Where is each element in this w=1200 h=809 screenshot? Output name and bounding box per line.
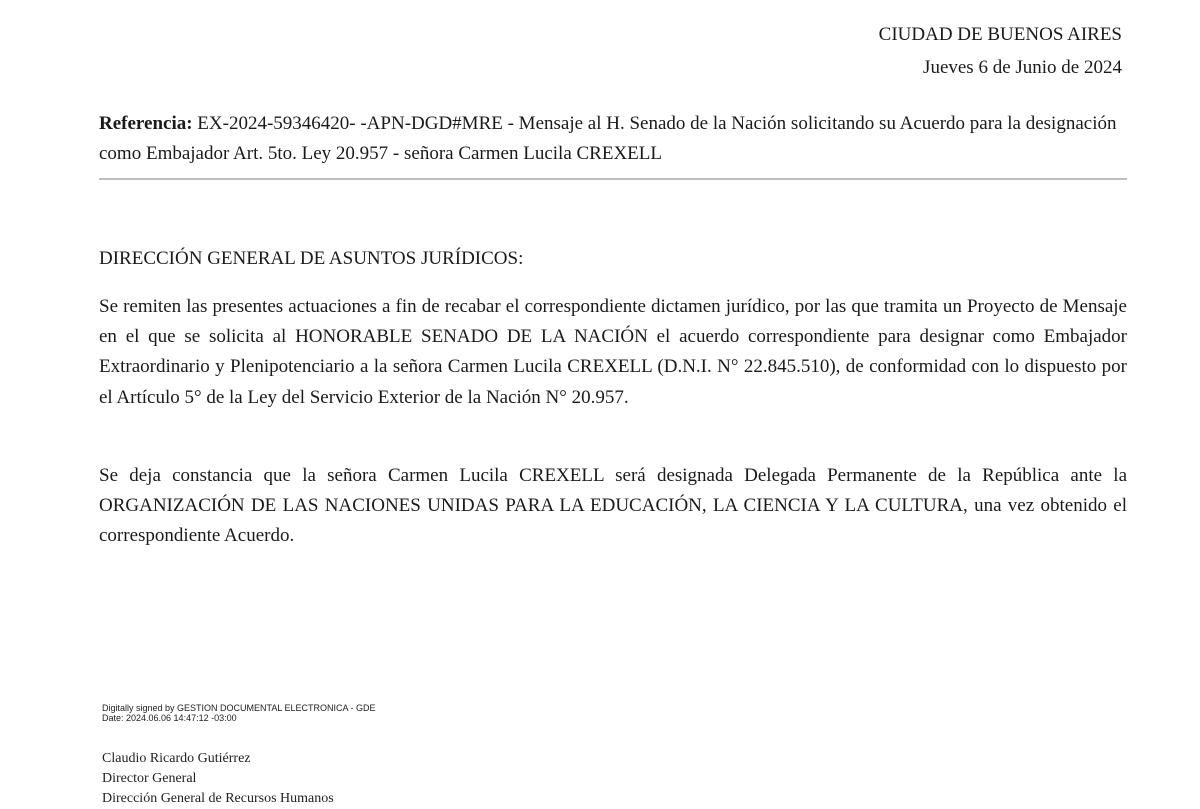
reference-block [99,109,1127,169]
reference-label: Referencia: [99,113,193,134]
signer-title: Director General [102,771,197,786]
signer-name: Claudio Ricardo Gutiérrez [102,751,251,766]
signature-date: Date: 2024.06.06 14:47:12 -03:00 [102,713,237,723]
body-paragraph-1: Se remiten las presentes actuaciones a fin de recabar el correspondiente dictamen jurídico, por las que tramita un Proyecto de Mensaje en el que se solicita al HONORABLE SENADO DE LA NACIÓN el acuerdo correspondiente para designar como Embajador Extraordinario y Plenipotenciario a la señora Carmen Lucila CREXELL (D.N.I. N° 22.845.510), de conformidad con lo dispuesto por el Artículo 5° de la Ley del Servicio Exterior de la Nación N° 20.957. [99,296,1127,408]
digital-signature-stamp [102,703,376,723]
signature-signed-by: Digitally signed by GESTION DOCUMENTAL ELECTRONICA - GDE [102,703,376,713]
signer-block [102,749,334,809]
document-header [879,18,1122,84]
signer-office: Dirección General de Recursos Humanos [102,791,334,806]
body-paragraph-2: Se deja constancia que la señora Carmen Lucila CREXELL será designada Delegada Permanente de la República ante la ORGANIZACIÓN DE LAS NACIONES UNIDAS PARA LA EDUCACIÓN, LA CIENCIA Y LA CULTURA, una vez obtenido el correspondiente Acuerdo. [99,465,1127,547]
reference-text: EX-2024-59346420- -APN-DGD#MRE - Mensaje al H. Senado de la Nación solicitando su Acuerdo para la designación como Embajador Art. 5to. Ley 20.957 - señora Carmen Lucila CREXELL [99,113,1117,164]
city-line: CIUDAD DE BUENOS AIRES [878,24,1122,45]
divider-line [99,178,1127,180]
date-line: Jueves 6 de Junio de 2024 [923,57,1122,78]
addressee: DIRECCIÓN GENERAL DE ASUNTOS JURÍDICOS: [99,248,524,269]
